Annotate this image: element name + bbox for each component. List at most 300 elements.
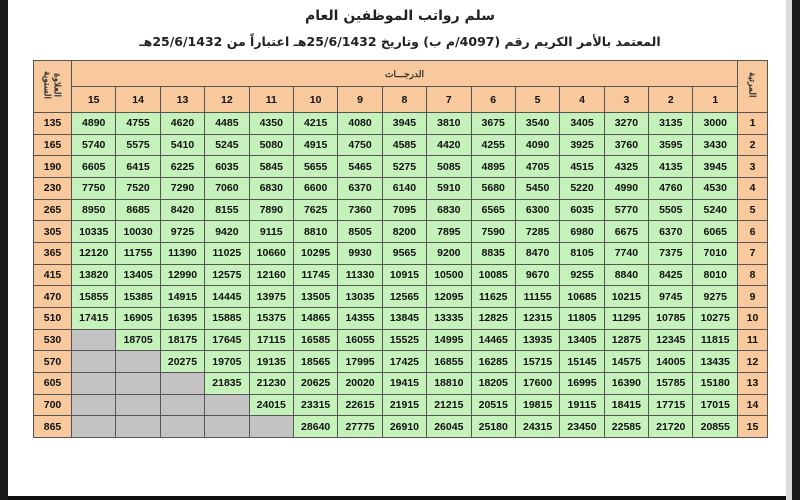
empty-salary-cell [72, 394, 116, 416]
salary-cell: 9565 [382, 242, 426, 264]
annual-raise-cell: 265 [34, 199, 72, 221]
salary-cell: 12565 [382, 286, 426, 308]
salary-cell: 11025 [205, 242, 249, 264]
salary-cell: 5770 [604, 199, 648, 221]
salary-cell: 10785 [649, 307, 693, 329]
salary-cell: 3000 [693, 113, 738, 135]
salary-cell: 3925 [560, 134, 604, 156]
grades-header-label: الدرجـــات [384, 68, 424, 79]
salary-cell: 4135 [649, 156, 693, 178]
salary-cell: 28640 [293, 416, 337, 438]
salary-cell: 6415 [116, 156, 160, 178]
grade-number-header: 5 [515, 87, 559, 113]
salary-cell: 6600 [293, 177, 337, 199]
salary-cell: 12345 [649, 329, 693, 351]
grade-number-header: 2 [649, 87, 693, 113]
salary-cell: 14575 [604, 351, 648, 373]
salary-cell: 26910 [382, 416, 426, 438]
salary-cell: 8840 [604, 264, 648, 286]
salary-cell: 9745 [649, 286, 693, 308]
annual-raise-cell: 305 [34, 221, 72, 243]
salary-cell: 14005 [649, 351, 693, 373]
salary-cell: 8420 [160, 199, 204, 221]
salary-cell: 6300 [515, 199, 559, 221]
annual-raise-cell: 570 [34, 351, 72, 373]
salary-cell: 8835 [471, 242, 515, 264]
salary-cell: 3270 [604, 113, 648, 135]
salary-cell: 16585 [293, 329, 337, 351]
salary-cell: 6565 [471, 199, 515, 221]
frame-right-border [792, 0, 800, 500]
salary-cell: 21720 [649, 416, 693, 438]
salary-cell: 15375 [249, 307, 293, 329]
salary-cell: 12875 [604, 329, 648, 351]
salary-cell: 8685 [116, 199, 160, 221]
empty-salary-cell [160, 372, 204, 394]
salary-cell: 24015 [249, 394, 293, 416]
salary-cell: 20625 [293, 372, 337, 394]
salary-cell: 16055 [338, 329, 382, 351]
salary-cell: 4750 [338, 134, 382, 156]
annual-raise-cell: 365 [34, 242, 72, 264]
salary-cell: 5450 [515, 177, 559, 199]
salary-cell: 16395 [160, 307, 204, 329]
table-row [34, 199, 768, 221]
salary-cell: 6370 [338, 177, 382, 199]
salary-cell: 6370 [649, 221, 693, 243]
salary-cell: 8105 [560, 242, 604, 264]
table-header-row-top [34, 61, 768, 87]
salary-cell: 4755 [116, 113, 160, 135]
salary-cell: 22615 [338, 394, 382, 416]
salary-cell: 14915 [160, 286, 204, 308]
salary-cell: 18175 [160, 329, 204, 351]
salary-cell: 7285 [515, 221, 559, 243]
salary-cell: 4705 [515, 156, 559, 178]
salary-cell: 8505 [338, 221, 382, 243]
salary-cell: 14445 [205, 286, 249, 308]
salary-cell: 9930 [338, 242, 382, 264]
salary-cell: 6830 [249, 177, 293, 199]
rank-cell: 14 [738, 394, 768, 416]
salary-cell: 14865 [293, 307, 337, 329]
grade-number-header: 11 [249, 87, 293, 113]
empty-salary-cell [116, 394, 160, 416]
grades-header-cell [72, 61, 738, 87]
page-subtitle: المعتمد بالأمر الكريم رقم (4097/م ب) وتاريخ 25/6/1432هـ اعتباراً من 25/6/1432هـ [139, 34, 661, 49]
table-row [34, 156, 768, 178]
salary-cell: 24315 [515, 416, 559, 438]
grade-number-header: 13 [160, 87, 204, 113]
salary-cell: 16995 [560, 372, 604, 394]
empty-salary-cell [160, 416, 204, 438]
salary-cell: 7625 [293, 199, 337, 221]
salary-cell: 15525 [382, 329, 426, 351]
salary-cell: 5575 [116, 134, 160, 156]
salary-cell: 19415 [382, 372, 426, 394]
salary-cell: 4515 [560, 156, 604, 178]
salary-cell: 15180 [693, 372, 738, 394]
salary-cell: 9420 [205, 221, 249, 243]
table-row [34, 307, 768, 329]
salary-cell: 9200 [427, 242, 471, 264]
salary-cell: 4760 [649, 177, 693, 199]
salary-cell: 10915 [382, 264, 426, 286]
annual-raise-cell: 470 [34, 286, 72, 308]
salary-cell: 10215 [604, 286, 648, 308]
salary-cell: 7375 [649, 242, 693, 264]
salary-cell: 27775 [338, 416, 382, 438]
salary-cell: 11815 [693, 329, 738, 351]
grade-number-header: 15 [72, 87, 116, 113]
salary-cell: 5080 [249, 134, 293, 156]
salary-cell: 18810 [427, 372, 471, 394]
salary-cell: 4915 [293, 134, 337, 156]
salary-cell: 5410 [160, 134, 204, 156]
salary-cell: 10030 [116, 221, 160, 243]
rank-cell: 11 [738, 329, 768, 351]
raise-header-label: العلاوة السنوية [42, 71, 63, 99]
annual-raise-cell: 230 [34, 177, 72, 199]
salary-cell: 13505 [293, 286, 337, 308]
rank-header-cell [738, 61, 768, 113]
grade-numbers-row [34, 87, 768, 113]
salary-rows [34, 113, 768, 438]
grade-number-header: 12 [205, 87, 249, 113]
salary-cell: 5505 [649, 199, 693, 221]
salary-cell: 12160 [249, 264, 293, 286]
salary-cell: 14355 [338, 307, 382, 329]
salary-cell: 7590 [471, 221, 515, 243]
salary-cell: 20855 [693, 416, 738, 438]
salary-cell: 4890 [72, 113, 116, 135]
rank-cell: 1 [738, 113, 768, 135]
table-row [34, 221, 768, 243]
salary-cell: 15855 [72, 286, 116, 308]
salary-cell: 13035 [338, 286, 382, 308]
salary-cell: 4420 [427, 134, 471, 156]
table-row [34, 394, 768, 416]
salary-cell: 20515 [471, 394, 515, 416]
annual-raise-cell: 605 [34, 372, 72, 394]
rank-cell: 5 [738, 199, 768, 221]
frame-bottom-border [8, 496, 786, 500]
salary-cell: 17645 [205, 329, 249, 351]
salary-cell: 3810 [427, 113, 471, 135]
salary-cell: 14995 [427, 329, 471, 351]
salary-cell: 6605 [72, 156, 116, 178]
salary-cell: 5845 [249, 156, 293, 178]
salary-cell: 6830 [427, 199, 471, 221]
salary-cell: 6980 [560, 221, 604, 243]
salary-cell: 18205 [471, 372, 515, 394]
rank-cell: 9 [738, 286, 768, 308]
salary-cell: 5245 [205, 134, 249, 156]
salary-cell: 15715 [515, 351, 559, 373]
salary-cell: 8470 [515, 242, 559, 264]
salary-cell: 7895 [427, 221, 471, 243]
salary-cell: 3430 [693, 134, 738, 156]
grade-number-header: 14 [116, 87, 160, 113]
rank-cell: 8 [738, 264, 768, 286]
salary-cell: 4325 [604, 156, 648, 178]
salary-cell: 25180 [471, 416, 515, 438]
salary-cell: 10275 [693, 307, 738, 329]
salary-cell: 13435 [693, 351, 738, 373]
salary-cell: 14465 [471, 329, 515, 351]
salary-cell: 19815 [515, 394, 559, 416]
salary-cell: 13405 [560, 329, 604, 351]
annual-raise-cell: 415 [34, 264, 72, 286]
salary-cell: 5220 [560, 177, 604, 199]
salary-cell: 5655 [293, 156, 337, 178]
table-row [34, 242, 768, 264]
empty-salary-cell [205, 416, 249, 438]
salary-cell: 17600 [515, 372, 559, 394]
salary-cell: 12120 [72, 242, 116, 264]
salary-cell: 10295 [293, 242, 337, 264]
salary-cell: 3945 [382, 113, 426, 135]
empty-salary-cell [160, 394, 204, 416]
salary-cell: 20020 [338, 372, 382, 394]
salary-cell: 11625 [471, 286, 515, 308]
table-row [34, 329, 768, 351]
grade-number-header: 6 [471, 87, 515, 113]
salary-cell: 17715 [649, 394, 693, 416]
empty-salary-cell [116, 372, 160, 394]
empty-salary-cell [72, 329, 116, 351]
annual-raise-cell: 700 [34, 394, 72, 416]
salary-cell: 8950 [72, 199, 116, 221]
salary-cell: 9275 [693, 286, 738, 308]
salary-cell: 17425 [382, 351, 426, 373]
grade-number-header: 7 [427, 87, 471, 113]
salary-cell: 17015 [693, 394, 738, 416]
salary-cell: 3135 [649, 113, 693, 135]
salary-cell: 3760 [604, 134, 648, 156]
salary-cell: 4080 [338, 113, 382, 135]
salary-cell: 7520 [116, 177, 160, 199]
salary-cell: 7290 [160, 177, 204, 199]
raise-header-cell [34, 61, 72, 113]
salary-cell: 4990 [604, 177, 648, 199]
rank-cell: 3 [738, 156, 768, 178]
salary-cell: 5240 [693, 199, 738, 221]
salary-cell: 4255 [471, 134, 515, 156]
annual-raise-cell: 530 [34, 329, 72, 351]
grade-number-header: 4 [560, 87, 604, 113]
salary-cell: 13405 [116, 264, 160, 286]
salary-cell: 12315 [515, 307, 559, 329]
salary-cell: 21915 [382, 394, 426, 416]
salary-cell: 12825 [471, 307, 515, 329]
grade-number-header: 9 [338, 87, 382, 113]
salary-cell: 11755 [116, 242, 160, 264]
rank-header-label: المرتبة [747, 72, 758, 98]
salary-cell: 16390 [604, 372, 648, 394]
annual-raise-cell: 165 [34, 134, 72, 156]
rank-cell: 2 [738, 134, 768, 156]
salary-cell: 13845 [382, 307, 426, 329]
salary-cell: 23450 [560, 416, 604, 438]
salary-cell: 3540 [515, 113, 559, 135]
grade-number-header: 8 [382, 87, 426, 113]
salary-cell: 13820 [72, 264, 116, 286]
salary-cell: 10685 [560, 286, 604, 308]
table-row [34, 113, 768, 135]
rank-cell: 4 [738, 177, 768, 199]
salary-cell: 7890 [249, 199, 293, 221]
salary-cell: 11805 [560, 307, 604, 329]
salary-cell: 5465 [338, 156, 382, 178]
rank-cell: 15 [738, 416, 768, 438]
salary-cell: 5680 [471, 177, 515, 199]
salary-cell: 9670 [515, 264, 559, 286]
salary-cell: 11295 [604, 307, 648, 329]
salary-cell: 12095 [427, 286, 471, 308]
salary-cell: 9255 [560, 264, 604, 286]
salary-cell: 8200 [382, 221, 426, 243]
salary-cell: 8810 [293, 221, 337, 243]
salary-cell: 4530 [693, 177, 738, 199]
salary-cell: 4585 [382, 134, 426, 156]
salary-cell: 17115 [249, 329, 293, 351]
empty-salary-cell [72, 372, 116, 394]
salary-cell: 15145 [560, 351, 604, 373]
salary-scale-table [33, 60, 768, 438]
page-title: سلم رواتب الموظفين العام [305, 8, 495, 24]
salary-cell: 3945 [693, 156, 738, 178]
salary-cell: 10335 [72, 221, 116, 243]
salary-cell: 21835 [205, 372, 249, 394]
salary-cell: 6035 [205, 156, 249, 178]
table-row [34, 286, 768, 308]
salary-cell: 13935 [515, 329, 559, 351]
salary-cell: 5910 [427, 177, 471, 199]
table-row [34, 177, 768, 199]
salary-cell: 21215 [427, 394, 471, 416]
salary-cell: 6035 [560, 199, 604, 221]
annual-raise-cell: 190 [34, 156, 72, 178]
salary-cell: 8155 [205, 199, 249, 221]
salary-cell: 17995 [338, 351, 382, 373]
salary-cell: 10085 [471, 264, 515, 286]
salary-cell: 11330 [338, 264, 382, 286]
salary-cell: 15385 [116, 286, 160, 308]
salary-cell: 9115 [249, 221, 293, 243]
salary-cell: 7010 [693, 242, 738, 264]
rank-cell: 6 [738, 221, 768, 243]
salary-cell: 19705 [205, 351, 249, 373]
salary-cell: 7750 [72, 177, 116, 199]
salary-cell: 3405 [560, 113, 604, 135]
salary-cell: 26045 [427, 416, 471, 438]
empty-salary-cell [205, 394, 249, 416]
salary-cell: 16855 [427, 351, 471, 373]
annual-raise-cell: 135 [34, 113, 72, 135]
salary-cell: 16285 [471, 351, 515, 373]
salary-cell: 4215 [293, 113, 337, 135]
salary-cell: 11155 [515, 286, 559, 308]
salary-cell: 6065 [693, 221, 738, 243]
salary-cell: 5275 [382, 156, 426, 178]
salary-cell: 15785 [649, 372, 693, 394]
empty-salary-cell [116, 416, 160, 438]
grade-number-header: 10 [293, 87, 337, 113]
salary-cell: 4350 [249, 113, 293, 135]
salary-cell: 18565 [293, 351, 337, 373]
empty-salary-cell [116, 351, 160, 373]
salary-cell: 7060 [205, 177, 249, 199]
salary-cell: 5085 [427, 156, 471, 178]
salary-cell: 12990 [160, 264, 204, 286]
salary-cell: 6225 [160, 156, 204, 178]
empty-salary-cell [72, 416, 116, 438]
salary-cell: 18415 [604, 394, 648, 416]
salary-cell: 20275 [160, 351, 204, 373]
salary-cell: 3675 [471, 113, 515, 135]
salary-cell: 5740 [72, 134, 116, 156]
salary-cell: 7360 [338, 199, 382, 221]
table-row [34, 372, 768, 394]
salary-cell: 21230 [249, 372, 293, 394]
annual-raise-cell: 865 [34, 416, 72, 438]
salary-cell: 7740 [604, 242, 648, 264]
annual-raise-cell: 510 [34, 307, 72, 329]
salary-cell: 19115 [560, 394, 604, 416]
salary-cell: 4620 [160, 113, 204, 135]
salary-cell: 7095 [382, 199, 426, 221]
table-row [34, 351, 768, 373]
rank-cell: 10 [738, 307, 768, 329]
table-row [34, 416, 768, 438]
rank-cell: 12 [738, 351, 768, 373]
salary-cell: 11390 [160, 242, 204, 264]
table-row [34, 134, 768, 156]
rank-cell: 7 [738, 242, 768, 264]
salary-cell: 3595 [649, 134, 693, 156]
empty-salary-cell [249, 416, 293, 438]
salary-cell: 10500 [427, 264, 471, 286]
salary-cell: 15885 [205, 307, 249, 329]
salary-cell: 6675 [604, 221, 648, 243]
empty-salary-cell [72, 351, 116, 373]
salary-cell: 4895 [471, 156, 515, 178]
salary-cell: 13975 [249, 286, 293, 308]
salary-cell: 16905 [116, 307, 160, 329]
salary-cell: 11745 [293, 264, 337, 286]
salary-cell: 17415 [72, 307, 116, 329]
salary-cell: 19135 [249, 351, 293, 373]
salary-cell: 12575 [205, 264, 249, 286]
salary-cell: 22585 [604, 416, 648, 438]
salary-cell: 8010 [693, 264, 738, 286]
salary-cell: 4485 [205, 113, 249, 135]
salary-cell: 23315 [293, 394, 337, 416]
salary-cell: 4090 [515, 134, 559, 156]
rank-cell: 13 [738, 372, 768, 394]
grade-number-header: 3 [604, 87, 648, 113]
salary-cell: 8425 [649, 264, 693, 286]
salary-cell: 18705 [116, 329, 160, 351]
frame-left-border [0, 0, 8, 500]
salary-cell: 10660 [249, 242, 293, 264]
salary-cell: 13335 [427, 307, 471, 329]
table-row [34, 264, 768, 286]
grade-number-header: 1 [693, 87, 738, 113]
salary-cell: 9725 [160, 221, 204, 243]
salary-cell: 6140 [382, 177, 426, 199]
